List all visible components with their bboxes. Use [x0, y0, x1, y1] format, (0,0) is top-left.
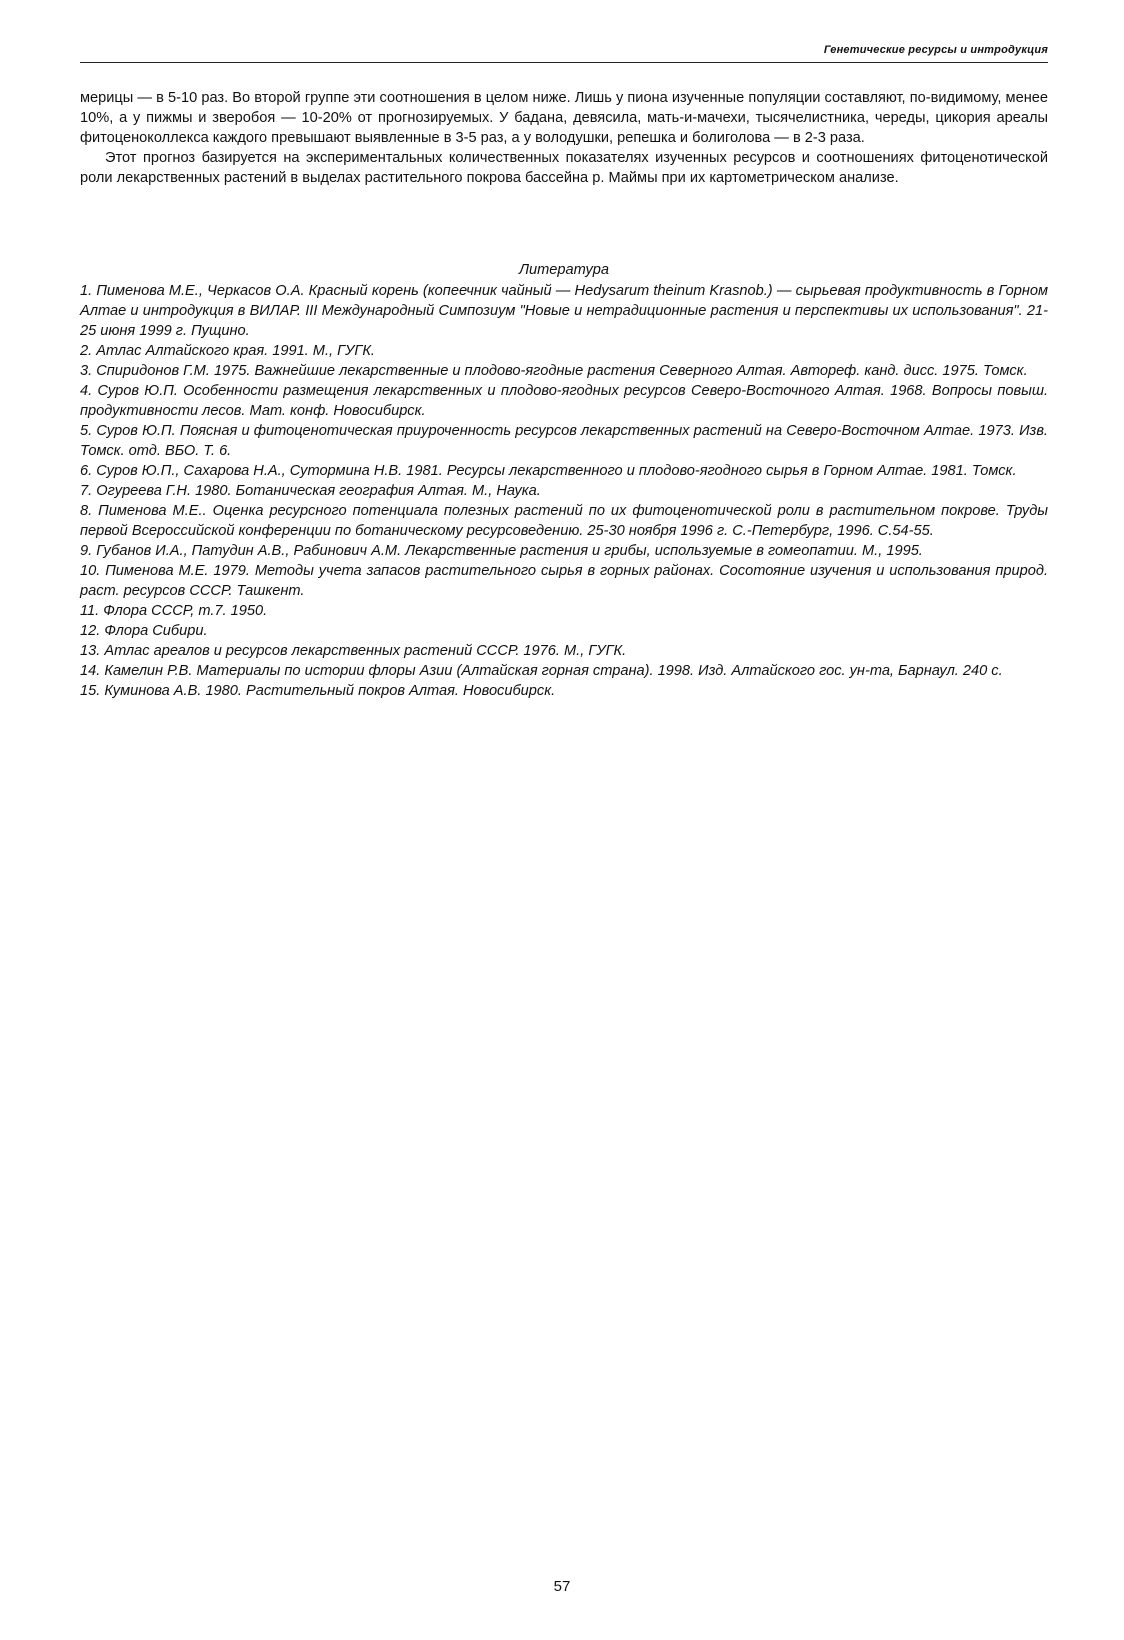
reference-item: 13. Атлас ареалов и ресурсов лекарственных растений СССР. 1976. М., ГУГК.: [80, 643, 627, 659]
body-paragraph-2: Этот прогноз базируется на экспериментальных количественных показателях изученных ресурсов и соотношениях фитоценотической роли лекарственных растений в выделах растительного покрова бассейна р. Маймы при их картометрическом анализе.: [80, 150, 1048, 186]
body-paragraph-1: мерицы — в 5-10 раз. Во второй группе эти соотношения в целом ниже. Лишь у пиона изученные популяции составляют, по-видимому, менее 10%, а у пижмы и зверобоя — 10-20% от прогнозируемых. У бадана, девясила, мать-и-мачехи, тысячелистника, череды, цикория ареалы фитоценоколлекса каждого превышают выявленные в 3-5 раз, а у володушки, репешка и болиголова — в 2-3 раза.: [80, 90, 1048, 146]
running-header: Генетические ресурсы и интродукция: [823, 44, 1048, 56]
main-text: [80, 88, 1048, 188]
reference-item: 8. Пименова М.Е.. Оценка ресурсного потенциала полезных растений по их фитоценотической роли в растительном покрове. Труды первой Всероссийской конференции по ботаническому ресурсоведению. 25-30 ноября 1996 г. С.-Петербург, 1996. С.54-55.: [80, 503, 1048, 539]
reference-item: 10. Пименова М.Е. 1979. Методы учета запасов растительного сырья в горных районах. Сосотояние изучения и использования природ. раст. ресурсов СССР. Ташкент.: [80, 563, 1048, 599]
reference-item: 14. Камелин Р.В. Материалы по истории флоры Азии (Алтайская горная страна). 1998. Изд. Алтайского гос. ун-та, Барнаул. 240 с.: [80, 663, 1003, 679]
reference-item: 2. Атлас Алтайского края. 1991. М., ГУГК.: [80, 343, 375, 359]
references-section: [80, 260, 1048, 701]
reference-item: 6. Суров Ю.П., Сахарова Н.А., Сутормина Н.В. 1981. Ресурсы лекарственного и плодово-ягодного сырья в Горном Алтае. 1981. Томск.: [80, 463, 1017, 479]
header-rule: [80, 62, 1048, 63]
reference-list: [80, 281, 1048, 701]
reference-item: 5. Суров Ю.П. Поясная и фитоценотическая приуроченность ресурсов лекарственных растений на Северо-Восточном Алтае. 1973. Изв. Томск. отд. ВБО. Т. 6.: [80, 423, 1048, 459]
reference-item: 11. Флора СССР, т.7. 1950.: [80, 603, 268, 619]
reference-item: 4. Суров Ю.П. Особенности размещения лекарственных и плодово-ягодных ресурсов Северо-Восточного Алтая. 1968. Вопросы повыш. продуктивности лесов. Мат. конф. Новосибирск.: [80, 383, 1048, 419]
reference-item: 3. Спиридонов Г.М. 1975. Важнейшие лекарственные и плодово-ягодные растения Северного Алтая. Автореф. канд. дисс. 1975. Томск.: [80, 363, 1028, 379]
reference-item: 7. Огуреева Г.Н. 1980. Ботаническая география Алтая. М., Наука.: [80, 483, 541, 499]
reference-item: 9. Губанов И.А., Патудин А.В., Рабинович А.М. Лекарственные растения и грибы, используемые в гомеопатии. М., 1995.: [80, 543, 923, 559]
reference-item: 15. Куминова А.В. 1980. Растительный покров Алтая. Новосибирск.: [80, 683, 556, 699]
references-heading: Литература: [519, 262, 609, 278]
reference-item: 1. Пименова М.Е., Черкасов О.А. Красный корень (копеечник чайный — Hedysarum theinum Krasnob.) — сырьевая продуктивность в Горном Алтае и интродукция в ВИЛАР. III Международный Симпозиум "Новые и нетрадиционные растения и перспективы их использования". 21-25 июня 1999 г. Пущино.: [80, 283, 1048, 339]
reference-item: 12. Флора Сибири.: [80, 623, 208, 639]
page-number: 57: [553, 1578, 571, 1595]
